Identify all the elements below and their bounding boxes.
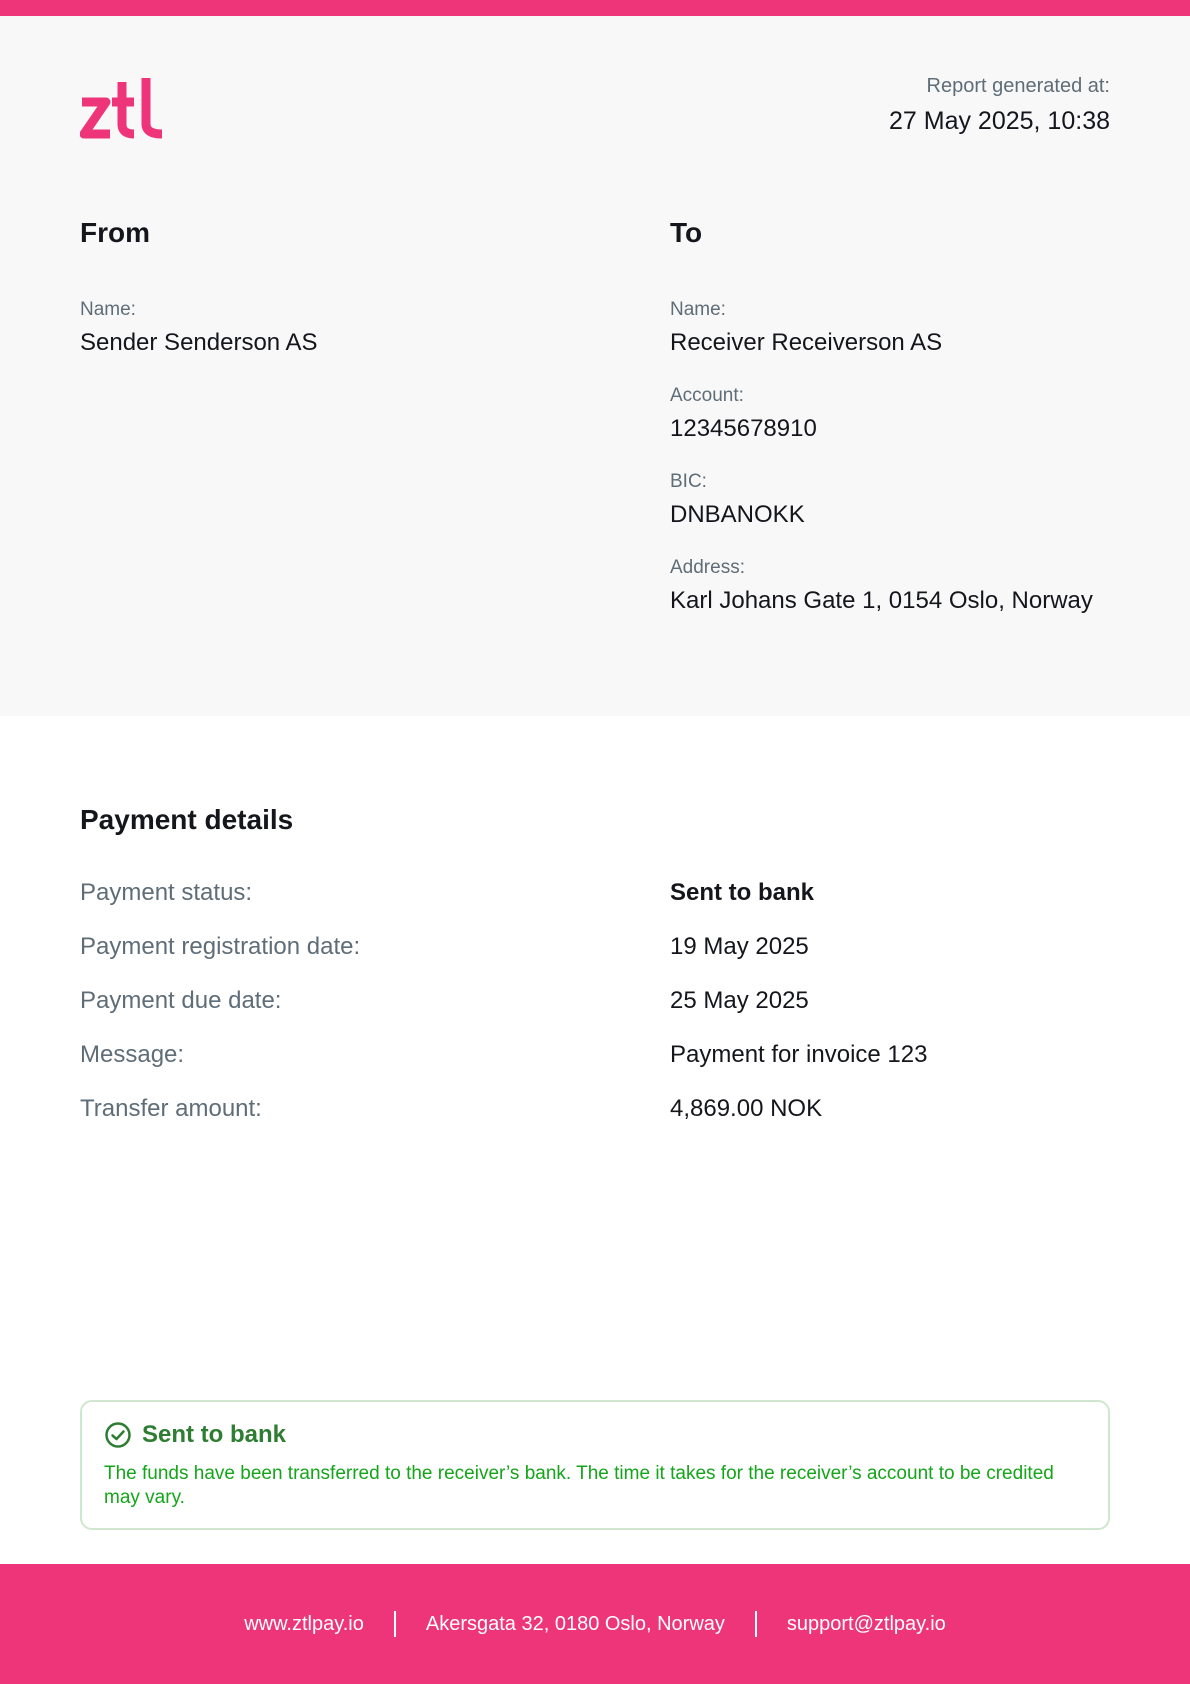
footer-address: Akersgata 32, 0180 Oslo, Norway — [425, 1613, 725, 1635]
footer-website-link[interactable]: www.ztlpay.io — [244, 1613, 364, 1635]
report-generated-label: Report generated at: — [926, 75, 1110, 97]
from-name-value: Sender Senderson AS — [80, 329, 318, 356]
to-account-label: Account: — [670, 385, 744, 406]
to-account-value: 12345678910 — [670, 415, 817, 442]
detail-row-registration-date — [80, 932, 1110, 986]
detail-row-transfer-amount — [80, 1094, 1110, 1148]
footer — [0, 1564, 1190, 1684]
due-date-value: 25 May 2025 — [670, 987, 809, 1014]
to-address-value: Karl Johans Gate 1, 0154 Oslo, Norway — [670, 587, 1093, 614]
to-heading: To — [670, 217, 703, 248]
from-section — [80, 216, 318, 384]
from-name-label: Name: — [80, 299, 136, 320]
detail-row-message — [80, 1040, 1110, 1094]
payment-status-label: Payment status: — [80, 879, 253, 906]
transfer-amount-label: Transfer amount: — [80, 1095, 262, 1122]
to-name-value: Receiver Receiverson AS — [670, 329, 943, 356]
top-accent-bar — [0, 0, 1190, 16]
status-notice-title: Sent to bank — [142, 1421, 287, 1448]
to-bic-value: DNBANOKK — [670, 501, 805, 528]
to-name-label: Name: — [670, 299, 726, 320]
due-date-label: Payment due date: — [80, 987, 282, 1014]
to-account-field — [670, 384, 1093, 444]
status-notice-box — [80, 1400, 1110, 1530]
to-bic-field — [670, 470, 1093, 530]
payment-status-value: Sent to bank — [670, 879, 815, 906]
to-name-field — [670, 298, 1093, 358]
payment-details-heading: Payment details — [80, 804, 294, 835]
check-circle-icon — [104, 1421, 132, 1449]
ztl-logo — [80, 78, 164, 142]
report-generated — [889, 74, 1110, 136]
report-generated-value: 27 May 2025, 10:38 — [889, 107, 1110, 135]
detail-row-due-date — [80, 986, 1110, 1040]
detail-row-status — [80, 878, 1110, 932]
status-notice-description: The funds have been transferred to the receiver’s bank. The time it takes for the receiver’s account to be credited may vary. — [104, 1463, 1054, 1508]
to-bic-label: BIC: — [670, 471, 707, 492]
registration-date-label: Payment registration date: — [80, 933, 361, 960]
transfer-amount-value: 4,869.00 NOK — [670, 1095, 823, 1122]
from-name-field — [80, 298, 318, 358]
registration-date-value: 19 May 2025 — [670, 933, 809, 960]
to-address-label: Address: — [670, 557, 745, 578]
to-section — [670, 216, 1093, 642]
footer-email-link[interactable]: support@ztlpay.io — [786, 1613, 946, 1635]
to-address-field — [670, 556, 1093, 616]
message-value: Payment for invoice 123 — [670, 1041, 928, 1068]
from-heading: From — [80, 217, 150, 248]
message-label: Message: — [80, 1041, 185, 1068]
payment-details-section — [80, 802, 1110, 1148]
